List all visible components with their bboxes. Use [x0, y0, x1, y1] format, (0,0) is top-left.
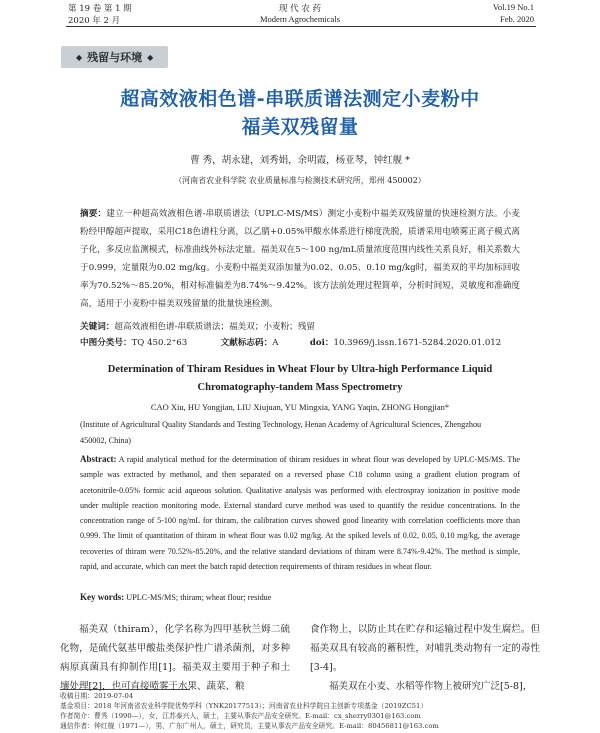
affiliation-en	[80, 417, 530, 449]
footnote-received: 收稿日期：2019-07-04	[60, 692, 134, 700]
keywords-cn-text: 超高效液相色谱-串联质谱法；福美双；小麦粉；残留	[114, 322, 315, 332]
keywords-en-text: UPLC-MS/MS; thiram; wheat flour; residue	[126, 593, 272, 602]
doc-code-label: 文献标志码：	[220, 338, 273, 348]
diamond-icon: ◆	[76, 52, 83, 62]
section-banner	[61, 46, 168, 68]
section-label: 残留与环境	[87, 51, 143, 64]
affiliation-en-line2: 450002, China)	[80, 436, 131, 445]
abstract-en-label: Abstract:	[80, 454, 117, 464]
title-cn-line1: 超高效液相色谱-串联质谱法测定小麦粉中	[120, 88, 480, 110]
header-journal-en: Modern Agrochemicals	[259, 14, 341, 24]
doi-value: 10.3969/j.issn.1671-5284.2020.01.012	[333, 338, 502, 348]
footnote-corresponding: 通信作者：钟红舰（1971—），男，广东广州人，硕士，研究员，主要从事农产品安全研究。E-mail：80456811@163.com	[60, 722, 439, 730]
abstract-en	[80, 452, 520, 574]
keywords-en	[80, 588, 520, 607]
body-right-paragraph-2: 福美双在小麦、水稻等作物上被研究广泛[5-8]，	[329, 681, 533, 692]
title-cn-line2: 福美双残留量	[241, 116, 359, 138]
body-left-column: 福美双（thiram），化学名称为四甲基秋兰姆二硫化物，是硫代氨基甲酸盐类保护性广谱杀菌剂，对多种病原真菌具有抑制作用[1]。福美双主要用于种子和土壤处理[2]，也可直接喷雾于水果、蔬菜、粮	[60, 624, 290, 692]
header-date-en: Feb. 2020	[500, 14, 534, 24]
header-volume-en: Vol.19 No.1	[492, 2, 534, 12]
header-journal-cn: 现 代 农 药	[278, 4, 322, 14]
abstract-en-text: A rapid analytical method for the determination of thiram residues in wheat flour was developed by UPLC-MS/MS. The sample was extracted by methanol, and then separated on a reversed phase C18 column using a gradient elution program of acetonitrile-0.05% formic acid aqueous solution. Qualitative analysis was performed with electrospray ionization in positive mode under multiple reaction monitoring mode. External standard curve method was used to quantify the residue concentrations. In the concentration range of 5-100 ng/mL for thiram, the calibration curves showed good linearity with correlation coefficients more than 0.999. The limit of quantitation of thiram in wheat flour was 0.02 mg/kg. At the spiked levels of 0.02, 0.05, 0.10 mg/kg, the average recoveries of thiram were 70.52%-85.20%, and the relative standard deviations of thiram were 8.74%-9.42%. The method is simple, rapid, and accurate, which can meet the batch rapid detection requirements of thiram residues in wheat flour.	[80, 455, 520, 572]
abstract-cn-text: 建立一种超高效液相色谱-串联质谱法（UPLC-MS/MS）测定小麦粉中福美双残留量的快速检测方法。小麦粉经甲醇超声提取，采用C18色谱柱分离，以乙腈+0.05%甲酸水体系进行梯度洗脱，质谱采用电喷雾正离子模式离子化，多反应监测模式，标准曲线外标法定量。福美双在5～100 ng/mL质量浓度范围内线性关系良好，相关系数大于0.999，定量限为0.02 mg/kg。小麦粉中福美双添加量为0.02、0.05、0.10 mg/kg时，福美双的平均加标回收率为70.52%～85.20%，相对标准偏差为8.74%～9.42%。该方法前处理过程简单，分析时间短，灵敏度和准确度高，适用于小麦粉中福美双残留量的批量快速检测。	[80, 209, 520, 309]
clc-value: TQ 450.2⁺63	[131, 338, 188, 348]
keywords-cn-label: 关键词：	[80, 322, 115, 332]
authors-cn: 曹 秀，胡永建，刘秀娟，余明霞，杨亚琴，钟红舰 *	[190, 155, 410, 166]
diamond-icon: ◆	[147, 52, 154, 62]
footnote-rule	[60, 689, 190, 690]
header-volume-cn: 第 19 卷 第 1 期	[68, 4, 132, 14]
title-en-line2: Chromatography-tandem Mass Spectrometry	[197, 382, 403, 393]
doi-label: doi：	[309, 338, 334, 348]
title-en-line1: Determination of Thiram Residues in Wheat Flour by Ultra-high Performance Liquid	[107, 364, 493, 375]
header-date-cn: 2020 年 2 月	[68, 16, 121, 26]
keywords-en-label: Key words:	[80, 592, 125, 602]
clc-label: 中图分类号：	[80, 338, 132, 348]
classification-line	[80, 334, 520, 352]
abstract-cn	[80, 205, 520, 313]
footnote-fund: 基金项目：2018 年河南省农业科学院优势学科（YNK20177513）；河南省农业科学院自主创新专项基金（2019ZC51）	[60, 702, 428, 710]
footnote-author: 作者简介：曹秀（1990—），女，江苏泰兴人，硕士，主要从事农产品安全研究。E-mail：cx_sherry0301@163.com	[60, 712, 421, 720]
header-rule	[66, 26, 536, 27]
abstract-cn-label: 摘要：	[80, 209, 107, 219]
affiliation-cn: （河南省农业科学院 农业质量标准与检测技术研究所，郑州 450002）	[174, 176, 426, 185]
affiliation-en-line1: (Institute of Agricultural Quality Standards and Testing Technology, Henan Academy of Agricultural Sciences, Zhengzhou	[80, 420, 482, 429]
body-right-column	[310, 620, 540, 696]
body-right-paragraph-1: 食作物上，以防止其在贮存和运输过程中发生腐烂。但福美双具有较高的蓄积性，对哺乳类动物有一定的毒性[3-4]。	[310, 624, 540, 673]
authors-en: CAO Xiu, HU Yongjian, LIU Xiujuan, YU Mingxia, YANG Yaqin, ZHONG Hongjian*	[150, 402, 450, 412]
doc-code-value: A	[272, 338, 279, 348]
